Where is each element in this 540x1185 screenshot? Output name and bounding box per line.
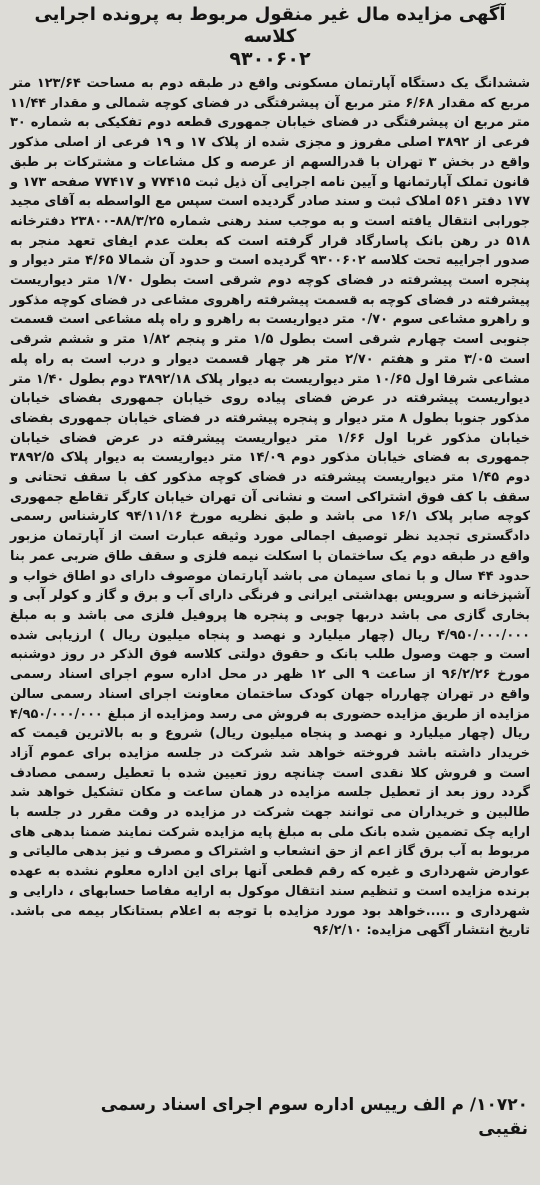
case-number: ۹۳۰۰۶۰۲ [229,48,311,70]
signature-name: نقیبی [478,1119,528,1139]
signature-line: ۱۰۷۲۰/ م الف رییس اداره سوم اجرای اسناد رسمی [100,1095,528,1115]
notice-body: ششدانگ یک دستگاه آپارتمان مسکونی واقع در طبقه دوم به مساحت ۱۲۳/۶۴ متر مربع که مقدار ۶/۶۸ متر مربع آن پیشرفتگی در فضای کوچه شمالی و مقدار ۱۱/۴۴ متر مربع ان پیشرفتگی در فضای خیابان جمهوری قطعه دوم تفکیکی به شماره ۳۰ فرعی از ۳۸۹۲ اصلی مفروز و مجزی شده از پلاک ۱۷ و ۱۹ فرعی از اصلی مذکور واقع در بخش ۳ تهران با قدرالسهم از عرصه و کل مشاعات و مشترکات بر طبق قانون تملک آپارتمانها و آیین نامه اجرایی آن ذیل ثبت ۷۷۴۱۵ و ۷۷۴۱۷ صفحه ۱۷۳ و ۱۷۷ دفتر ۵۶۱ املاک ثبت و سند صادر گردیده است سپس مع الواسطه به آقای مجید جورابی انتقال یافته است و به موجب سند رهنی شماره ۸۸/۳/۲۵-۲۳۸۰۰ دفترخانه ۵۱۸ در رهن بانک پاسارگاد قرار گرفته است که بعلت عدم ایفای تعهد منجر به صدور اجراییه تحت کلاسه ۹۳۰۰۶۰۲ گردیده است و حدود آن شمالا ۴/۶۵ متر دیوار و پنجره است پیشرفته در فضای کوچه دوم شرقی است بطول ۱/۷۰ متر دیواریست پیشرفته در فضای کوچه به قسمت پیشرفته راهروی مشاعی در فضای کوچه مذکور و راهرو مشاعی سوم ۰/۷۰ متر دیواریست به راهرو و راه پله مشاعی است قسمت جنوبی است چهارم شرقی است بطول ۱/۵ متر و پنجم ۱/۸۲ متر و ششم شرقی است ۳/۰۵ متر و هفتم ۲/۷۰ متر هر چهار قسمت دیوار و درب است به راه پله مشاعی شرقا اول ۱۰/۶۵ متر دیواریست به دیوار پلاک ۳۸۹۲/۱۸ دوم بطول ۱/۴۰ متر دیواریست پیشرفته در عرض فضای پیاده روی خیابان جمهوری بفضای خیابان مذکور جنوبا بطول ۸ متر دیوار و پنجره پیشرفته در فضای خیابان جمهوری بفضای خیابان مذکور غربا اول ۱/۶۶ متر دیواریست پیشرفته در عرض فضای خیابان جمهوری به فضای خیابان مذکور دوم ۱۴/۰۹ متر دیواریست به دیوار پلاک ۳۸۹۲/۵ دوم ۱/۴۵ متر دیواریست پیشرفته در فضای کوچه مذکور کف با سقف تحتانی و سقف با کف فوق اشتراکی است و نشانی آن تهران خیابان کارگر تقاطع جمهوری کوچه صابر پلاک ۱۶/۱ می باشد و طبق نظریه مورخ ۹۴/۱۱/۱۶ کارشناس رسمی دادگستری تجدید نظر توصیف اجمالی مورد وثیقه عبارت است از آپارتمان مزبور واقع در طبقه دوم یک ساختمان با اسکلت نیمه فلزی و سقف طاق ضربی عمر بنا حدود ۴۴ سال و با نمای سیمان می باشد آپارتمان موصوف دارای دو اطاق خواب و آشپزخانه و سرویس بهداشتی ایرانی و فرنگی دارای آب و برق و گاز و کولر آبی و بخاری گازی می باشد دربها چوبی و پنجره ها پروفیل فلزی می باشد و به مبلغ ۴/۹۵۰/۰۰۰/۰۰۰ ریال (چهار میلیارد و نهصد و پنجاه میلیون ریال ) ارزیابی شده است و جهت وصول طلب بانک و حقوق دولتی کلاسه فوق الذکر در روز دوشنبه مورخ ۹۶/۲/۲۶ از ساعت ۹ الی ۱۲ ظهر در محل اداره سوم اجرای اسناد رسمی واقع در تهران چهارراه جهان کودک ساختمان معاونت اجرای اسناد رسمی سالن مزایده از طریق مزایده حضوری به فروش می رسد ومزایده از مبلغ ۴/۹۵۰/۰۰۰/۰۰۰ ریال (چهار میلیارد و نهصد و پنجاه میلیون ریال) شروع و به بالاترین قیمت که خریدار داشته باشد فروخته خواهد شد شرکت در جلسه مزایده برای عموم آزاد است و فروش کلا نقدی است چنانچه روز تعیین شده با تعطیل رسمی مصادف گردد روز بعد از تعطیل جلسه مزایده در همان ساعت و مکان تشکیل خواهد شد طالبین و خریداران می توانند جهت شرکت در مزایده در وقت مقرر در جلسه با ارایه چک تضمین شده بانک ملی به مبلغ پایه مزایده شرکت نمایند ضمنا بدهی های مربوط به آب برق گاز اعم از حق انشعاب و اشتراک و مصرف و نیز بدهی مالیاتی و عوارض شهرداری و غیره که رقم قطعی آنها برای این اداره معلوم نشده به عهده برنده مزایده است و تنظیم سند انتقال موکول به ارایه مفاصا حسابهای ، دارایی و شهرداری و .....خواهد بود مورد مزایده با توجه به اعلام بستانکار بیمه می باشد. تاریخ انتشار آگهی مزایده: ۹۶/۲/۱۰ [10,76,531,939]
signature-block [10,1093,528,1141]
notice-title: آگهی مزایده مال غیر منقول مربوط به پرونده اجرایی کلاسه [34,4,506,47]
